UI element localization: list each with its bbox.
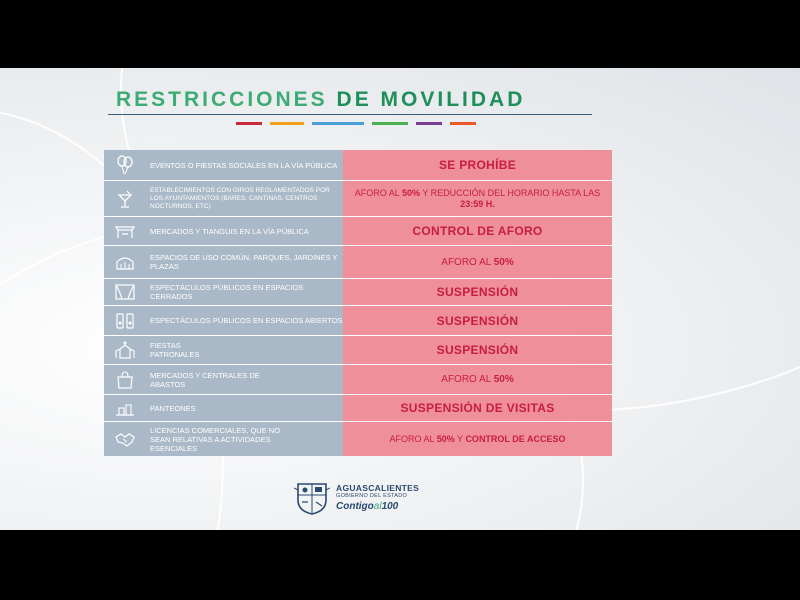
row-label: ESPECTÁCULOS PÚBLICOS EN ESPACIOS CERRADOS — [150, 283, 304, 301]
page-title — [116, 88, 525, 112]
row-label-cell — [104, 181, 343, 216]
row-label: ESPECTÁCULOS PÚBLICOS EN ESPACIOS ABIERTOS — [150, 316, 343, 325]
shopping-bag-icon — [112, 369, 138, 391]
row-value-cell — [343, 246, 612, 278]
color-bar-4 — [372, 122, 408, 125]
row-value: SUSPENSIÓN — [436, 285, 519, 299]
grave-icon — [112, 397, 138, 419]
color-bar-1 — [236, 122, 262, 125]
park-icon — [112, 251, 138, 273]
row-label: PANTEONES — [150, 403, 196, 413]
row-value: SE PROHÍBE — [438, 158, 516, 172]
theater-icon — [112, 281, 138, 303]
row-label: MERCADOS Y CENTRALES DE ABASTOS — [150, 370, 260, 389]
row-value-cell — [343, 279, 612, 305]
title-part-2: DE MOVILIDAD — [336, 88, 526, 111]
row-label-cell — [104, 246, 343, 278]
title-underline — [108, 114, 592, 115]
market-stall-icon — [112, 220, 138, 242]
logo-state-name: AGUASCALIENTES — [336, 483, 420, 493]
row-value-cell — [343, 217, 612, 245]
row-label-cell — [104, 336, 343, 364]
row-value: SUSPENSIÓN DE VISITAS — [400, 401, 555, 415]
row-value: AFORO AL 50% Y CONTROL DE ACCESO — [389, 433, 566, 444]
government-logo — [294, 478, 430, 520]
row-label-cell — [104, 365, 343, 394]
balloons-icon — [112, 154, 138, 176]
table-row — [104, 246, 612, 279]
row-label: ESTABLECIMIENTOS CON GIROS REGLAMENTADOS POR LOS AYUNTAMIENTOS (BARES, CANTINAS, CENTROS NOCTURNOS, ETC) — [150, 186, 330, 210]
table-row — [104, 306, 612, 336]
row-value-cell — [343, 422, 612, 456]
row-value-cell — [343, 150, 612, 180]
title-part-1: RESTRICCIONES — [116, 88, 328, 111]
row-value: AFORO AL 50% — [441, 256, 514, 268]
color-bar-6 — [450, 122, 476, 125]
table-row — [104, 150, 612, 181]
row-label-cell — [104, 279, 343, 305]
table-row — [104, 336, 612, 365]
row-value: AFORO AL 50% Y REDUCCIÓN DEL HORARIO HASTA LAS 23:59 H. — [354, 187, 601, 209]
row-value: SUSPENSIÓN — [436, 313, 519, 328]
row-label: LICENCIAS COMERCIALES, QUE NO SEAN RELATIVAS A ACTIVIDADES ESENCIALES — [150, 425, 281, 453]
row-value: CONTROL DE AFORO — [412, 224, 543, 238]
row-value: SUSPENSIÓN — [436, 343, 519, 357]
row-value-cell — [343, 395, 612, 421]
slide — [0, 68, 800, 530]
color-bar-3 — [312, 122, 364, 125]
table-row — [104, 365, 612, 395]
table-row — [104, 279, 612, 306]
color-bar-5 — [416, 122, 442, 125]
logo-slogan: Contigoal100 — [336, 501, 399, 512]
row-label: EVENTOS O FIESTAS SOCIALES EN LA VÍA PÚBLICA — [150, 160, 338, 170]
handshake-icon — [112, 428, 138, 450]
table-row — [104, 422, 612, 456]
speakers-icon — [112, 310, 138, 332]
restrictions-table — [104, 150, 612, 456]
color-bar-2 — [270, 122, 304, 125]
row-label: MERCADOS Y TIANGUIS EN LA VÍA PÚBLICA — [150, 226, 309, 236]
table-row — [104, 181, 612, 217]
row-value-cell — [343, 365, 612, 394]
row-label-cell — [104, 217, 343, 245]
row-label-cell — [104, 306, 343, 335]
logo-subtitle: GOBIERNO DEL ESTADO — [336, 493, 408, 499]
row-label-cell — [104, 422, 343, 456]
row-label-cell — [104, 150, 343, 180]
row-label: FIESTAS PATRONALES — [150, 341, 200, 359]
table-row — [104, 395, 612, 422]
church-icon — [112, 339, 138, 361]
row-value-cell — [343, 306, 612, 335]
row-value: AFORO AL 50% — [441, 374, 514, 385]
cocktail-icon — [112, 188, 138, 210]
row-label-cell — [104, 395, 343, 421]
table-row — [104, 217, 612, 246]
row-value-cell — [343, 181, 612, 216]
coat-of-arms-icon — [294, 480, 330, 516]
row-label: ESPACIOS DE USO COMÚN, PARQUES, JARDINES Y PLAZAS — [150, 253, 338, 271]
row-value-cell — [343, 336, 612, 364]
